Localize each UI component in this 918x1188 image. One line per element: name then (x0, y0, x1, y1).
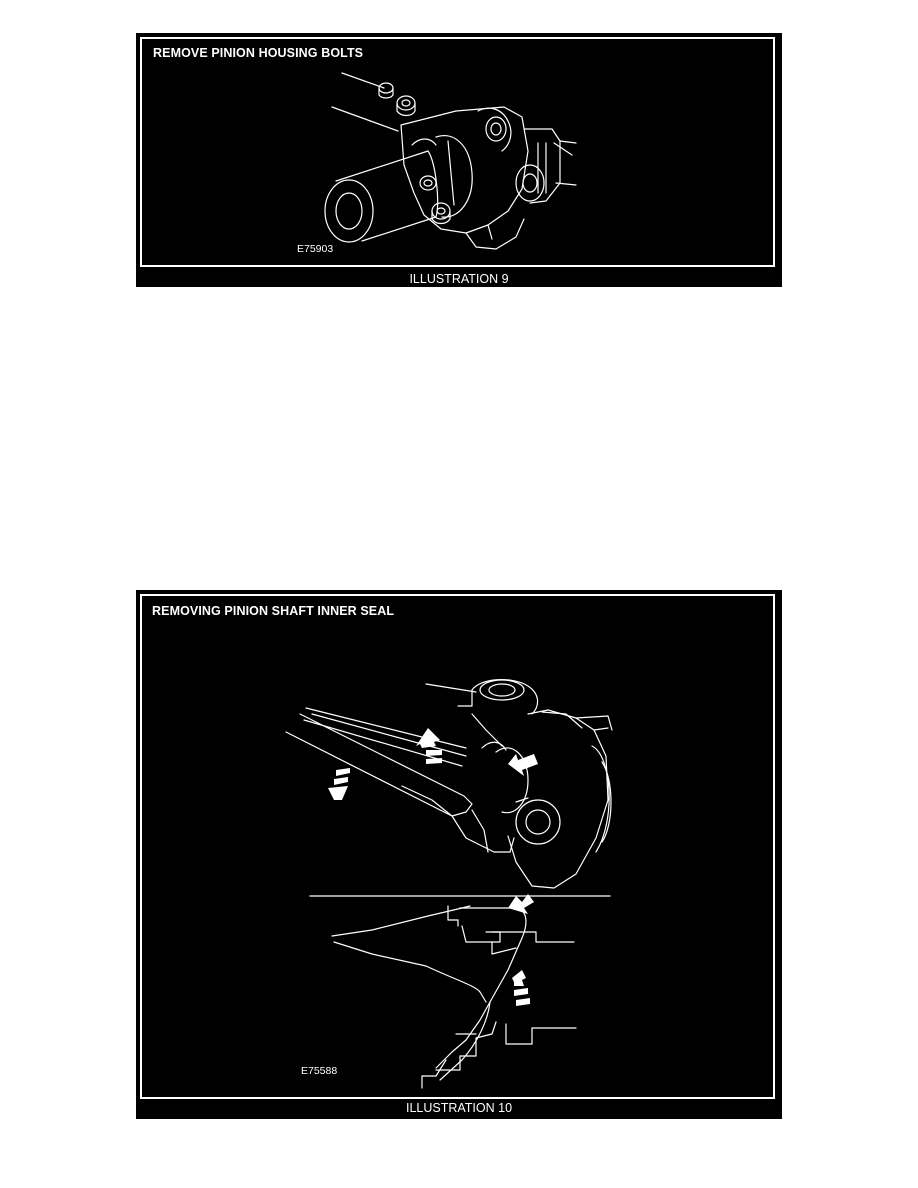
force-arrow (508, 754, 538, 776)
leader-line (342, 73, 384, 88)
seal-detail-view (332, 906, 576, 1088)
leader-line (426, 684, 476, 692)
leader-line (332, 107, 398, 131)
illustration-9-code: E75903 (297, 243, 334, 255)
housing-bolt (397, 96, 415, 116)
force-arrow (508, 894, 534, 914)
motion-arrow-down (328, 768, 350, 800)
motion-arrow-up (512, 970, 530, 1006)
housing-bolt (420, 176, 436, 190)
housing-bolt (432, 203, 450, 224)
pinion-shaft-seal-drawing (136, 590, 782, 1119)
illustration-10-code: E75588 (301, 1065, 338, 1077)
illustration-9 (136, 33, 782, 287)
illustration-10 (136, 590, 782, 1119)
seal-removal-tool (286, 708, 472, 816)
pinion-tube (325, 151, 438, 242)
pinion-housing (402, 680, 612, 888)
shaft-stub (560, 141, 576, 143)
illustration-10-caption: ILLUSTRATION 10 (405, 1101, 513, 1115)
pinion-housing (401, 107, 576, 249)
housing-bolt (379, 83, 393, 98)
illustration-10-title: REMOVING PINION SHAFT INNER SEAL (152, 604, 395, 618)
illustration-9-title: REMOVE PINION HOUSING BOLTS (153, 46, 364, 60)
pinion-housing-bolts-drawing (136, 33, 782, 287)
motion-arrow-up (416, 728, 442, 764)
illustration-9-caption: ILLUSTRATION 9 (409, 272, 509, 286)
